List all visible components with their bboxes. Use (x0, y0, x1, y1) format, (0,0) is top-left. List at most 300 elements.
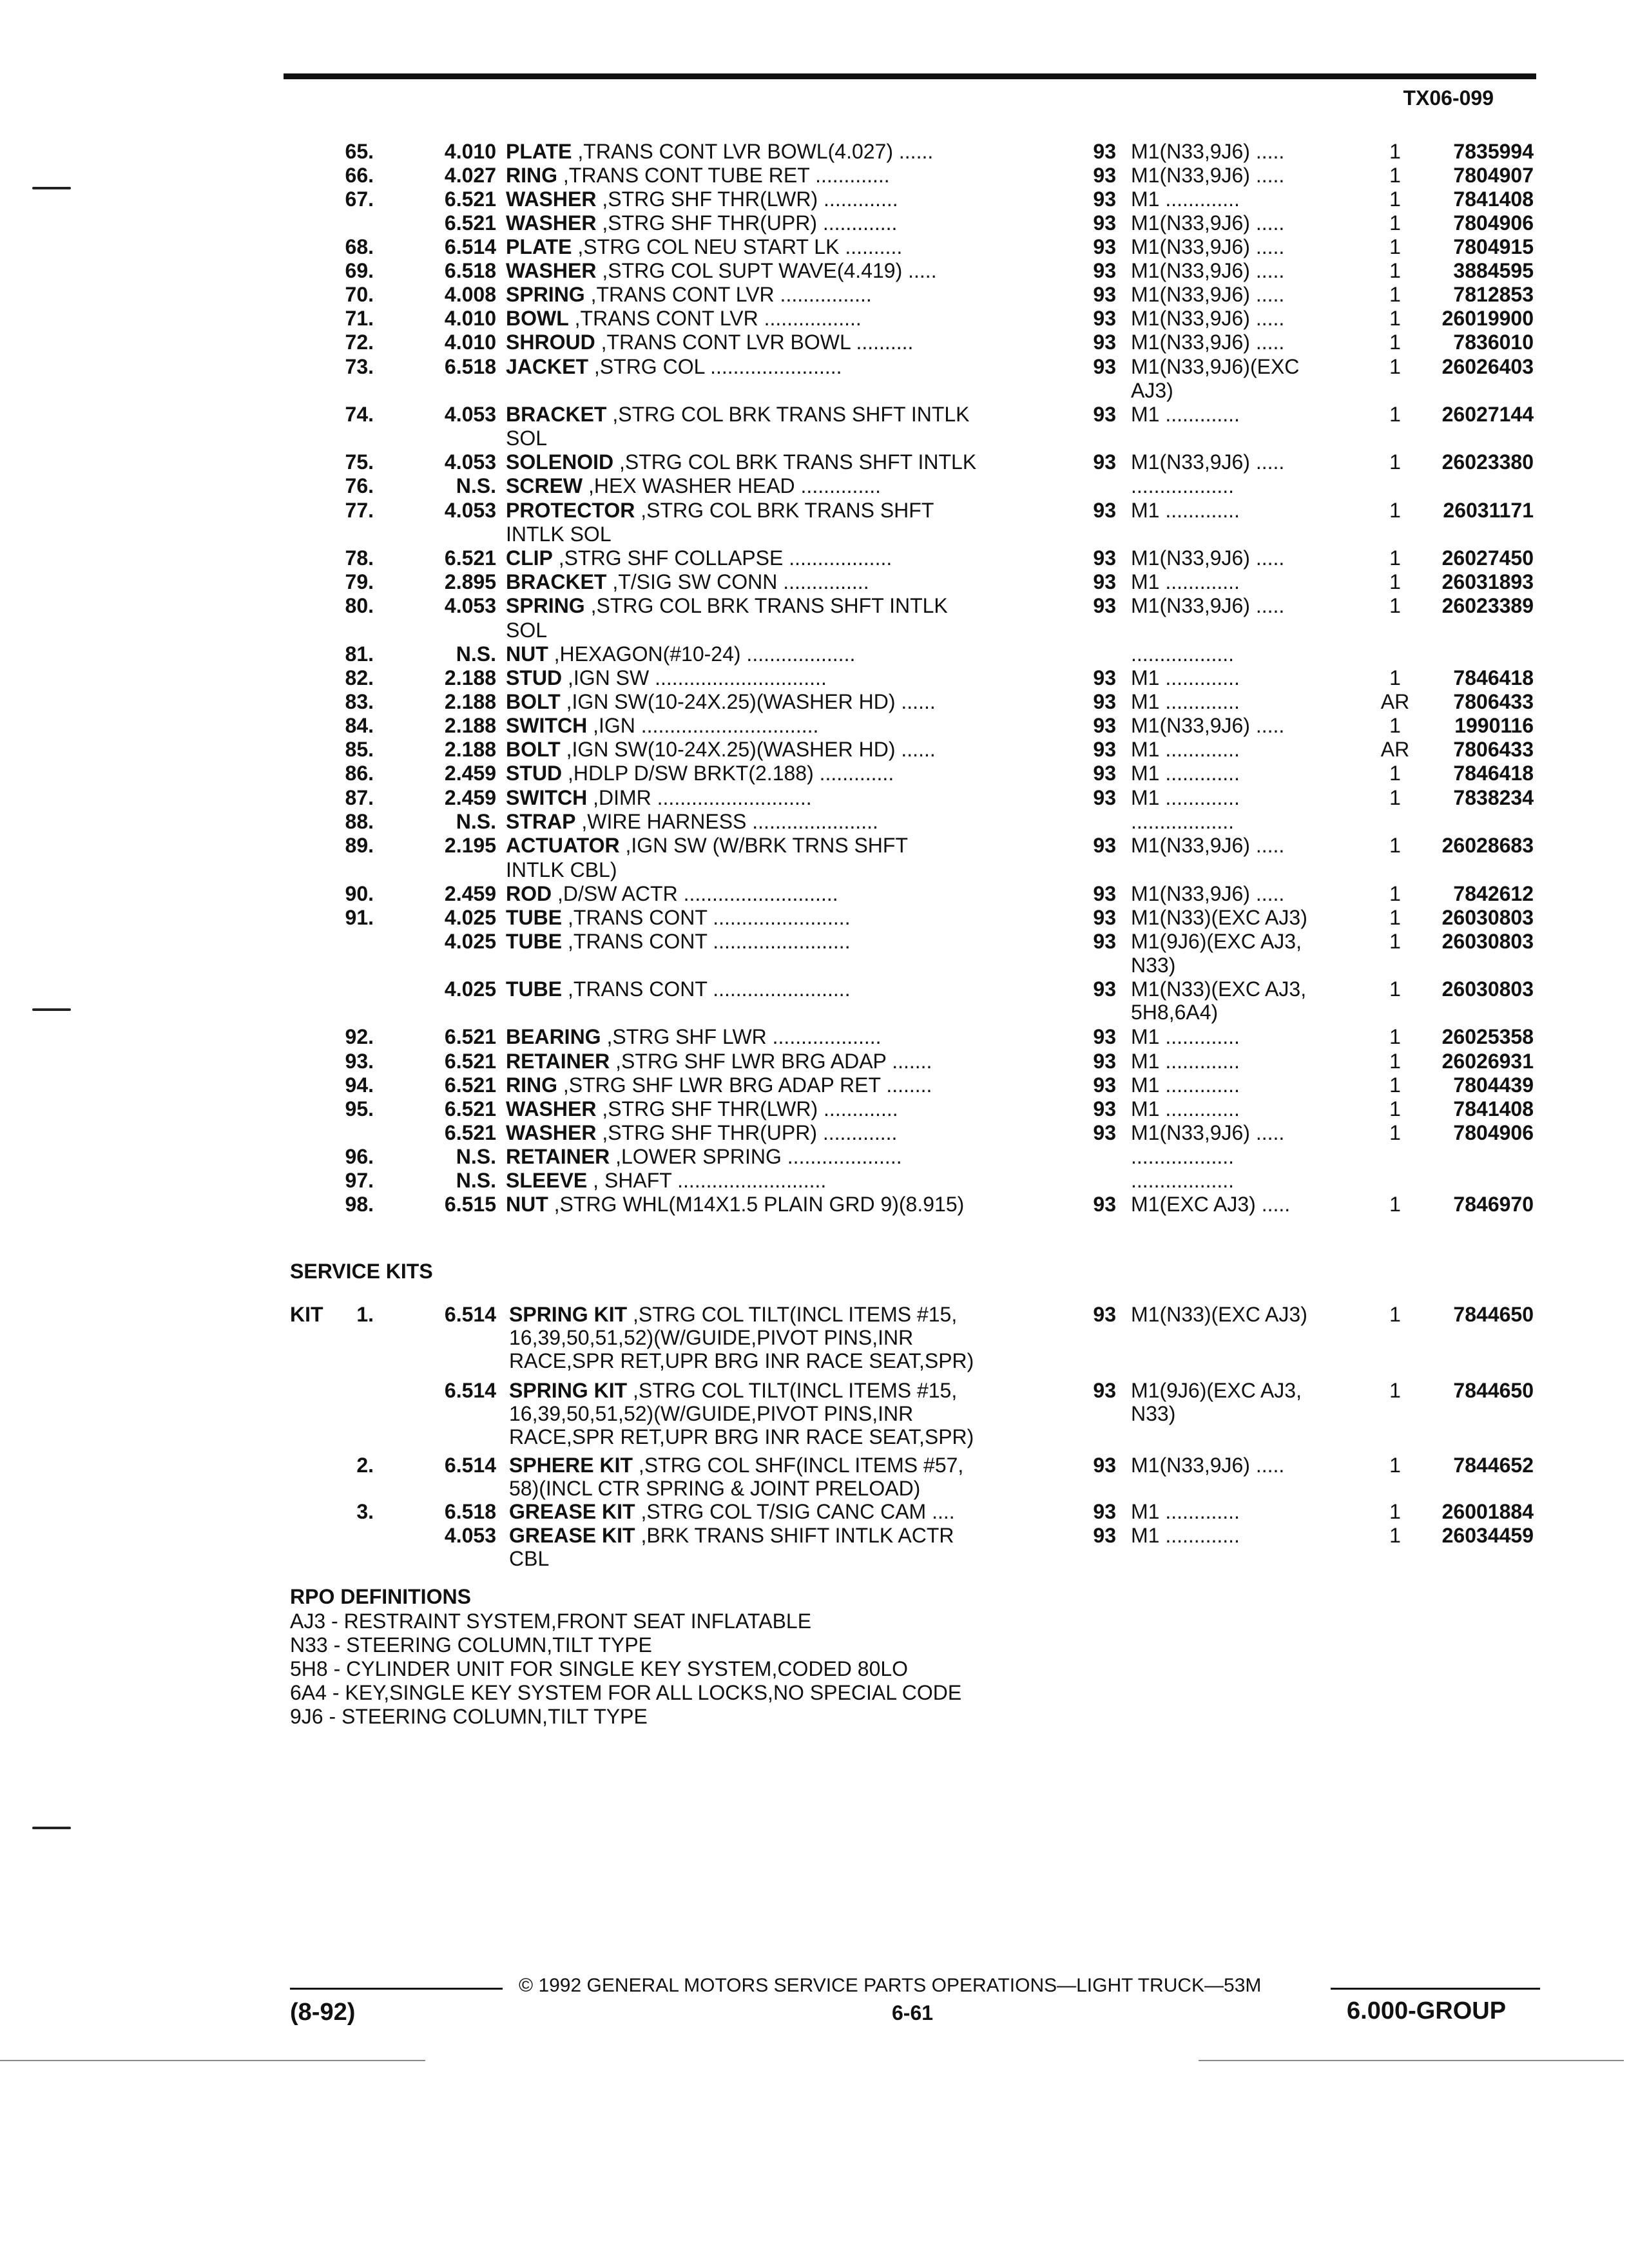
model-usage: M1(N33,9J6) ..... (1131, 283, 1285, 306)
model-usage: M1 ............. (1131, 1097, 1240, 1120)
part-description (506, 211, 1034, 235)
rpo-definition: 5H8 - CYLINDER UNIT FOR SINGLE KEY SYSTEM,CODED 80LO (290, 1657, 909, 1680)
part-number: 7804907 (1453, 164, 1534, 187)
quantity: 1 (1389, 1193, 1401, 1216)
part-name: RETAINER (506, 1050, 610, 1073)
item-number: 94. (345, 1073, 374, 1097)
part-name: STUD (506, 666, 563, 689)
part-description (506, 474, 1034, 497)
model-usage: M1(N33,9J6) ..... (1131, 140, 1285, 163)
model-year: 93 (1093, 307, 1116, 330)
quantity: 1 (1389, 499, 1401, 522)
part-description (506, 140, 1034, 163)
table-row (0, 187, 1629, 213)
part-detail: ,IGN ............................... (593, 714, 819, 737)
model-usage (1131, 1524, 1350, 1547)
model-year: 93 (1093, 1524, 1116, 1547)
part-name: STUD (506, 762, 563, 785)
group-number: 2.459 (444, 786, 496, 809)
table-row (0, 235, 1629, 261)
table-row (0, 1097, 1629, 1123)
part-name: ROD (506, 882, 552, 905)
model-usage: .................. (1131, 1145, 1235, 1168)
model-usage: M1 ............. (1131, 570, 1240, 593)
rpo-title: RPO DEFINITIONS (290, 1585, 471, 1608)
part-detail: ,STRG SHF THR(UPR) ............. (602, 1121, 898, 1144)
model-usage: M1(N33,9J6)(EXC (1131, 355, 1300, 378)
table-row (0, 140, 1629, 166)
model-usage: M1(N33)(EXC AJ3) (1131, 906, 1307, 929)
part-number: 26034459 (1441, 1524, 1534, 1547)
group-number: 2.459 (444, 882, 496, 905)
model-year: 93 (1093, 499, 1116, 522)
group-number: 4.010 (444, 331, 496, 354)
table-row (0, 977, 1629, 1003)
rpo-definition: AJ3 - RESTRAINT SYSTEM,FRONT SEAT INFLATABLE (290, 1610, 812, 1633)
part-name: BOWL (506, 307, 569, 330)
quantity: 1 (1389, 594, 1401, 617)
part-description (506, 977, 1034, 1001)
quantity: 1 (1389, 235, 1401, 258)
model-usage: M1(N33,9J6) ..... (1131, 882, 1285, 905)
group-number: 6.521 (444, 187, 496, 211)
part-number: 7846418 (1453, 762, 1534, 785)
part-detail: ,STRG SHF THR(LWR) ............. (602, 1097, 898, 1120)
quantity: 1 (1389, 1500, 1401, 1523)
part-detail: ,TRANS CONT LVR ................. (574, 307, 862, 330)
group-number: 4.025 (444, 906, 496, 929)
group-number: 6.521 (444, 1073, 496, 1097)
group-number: 2.459 (444, 762, 496, 785)
part-detail: ,STRG COL SUPT WAVE(4.419) ..... (602, 259, 937, 282)
footer-group: 6.000-GROUP (1347, 1997, 1507, 2024)
part-description (506, 1145, 1034, 1168)
group-number: 4.008 (444, 283, 496, 306)
table-row (0, 906, 1629, 932)
part-number: 26023389 (1441, 594, 1534, 617)
table-row (0, 1145, 1629, 1171)
item-number: 88. (345, 810, 374, 833)
item-number: 76. (345, 474, 374, 497)
kit-description (509, 1454, 1037, 1500)
kit-detail-line: RACE,SPR RET,UPR BRG INR RACE SEAT,SPR) (509, 1349, 974, 1372)
model-usage: M1(N33,9J6) ..... (1131, 235, 1285, 258)
quantity: 1 (1389, 1097, 1401, 1120)
table-row (0, 283, 1629, 309)
model-usage: M1(N33,9J6) ..... (1131, 834, 1285, 857)
group-number: 4.025 (444, 930, 496, 953)
model-usage-line: M1(N33)(EXC AJ3) (1131, 1303, 1307, 1326)
part-description (506, 259, 1034, 282)
part-number: 26019900 (1441, 307, 1534, 330)
model-year: 93 (1093, 977, 1116, 1001)
part-name: RETAINER (506, 1145, 610, 1168)
table-row (0, 355, 1629, 381)
part-description (506, 882, 1034, 905)
item-number: 72. (345, 331, 374, 354)
quantity: 1 (1389, 187, 1401, 211)
model-usage-line: M1 ............. (1131, 1500, 1240, 1523)
model-year: 93 (1093, 738, 1116, 761)
model-year: 93 (1093, 930, 1116, 953)
group-number: N.S. (456, 474, 496, 497)
group-number: 4.027 (444, 164, 496, 187)
table-row (0, 690, 1629, 716)
group-number: 2.188 (444, 738, 496, 761)
quantity: 1 (1389, 546, 1401, 570)
kit-name: SPRING KIT (509, 1379, 628, 1402)
part-number: 26030803 (1441, 977, 1534, 1001)
top-rule (284, 73, 1536, 79)
quantity: 1 (1389, 307, 1401, 330)
continuation-text: INTLK SOL (506, 523, 612, 546)
group-number: 6.514 (444, 1303, 496, 1326)
part-number: 26026403 (1441, 355, 1534, 378)
bottom-rule (0, 2060, 425, 2061)
table-row (0, 1193, 1629, 1218)
rpo-definition: 6A4 - KEY,SINGLE KEY SYSTEM FOR ALL LOCKS,NO SPECIAL CODE (290, 1681, 962, 1704)
group-number: 2.188 (444, 714, 496, 737)
model-usage: M1 ............. (1131, 666, 1240, 689)
table-row (0, 474, 1629, 500)
part-number: 7806433 (1453, 690, 1534, 713)
part-detail: ,TRANS CONT LVR BOWL .......... (601, 331, 914, 354)
footer-copyright: © 1992 GENERAL MOTORS SERVICE PARTS OPERATIONS—LIGHT TRUCK—53M (519, 1975, 1262, 1996)
part-detail: ,IGN SW(10-24X.25)(WASHER HD) ...... (566, 690, 936, 713)
part-number: 7804906 (1453, 1121, 1534, 1144)
quantity: 1 (1389, 570, 1401, 593)
item-number: 73. (345, 355, 374, 378)
part-number: 26001884 (1441, 1500, 1534, 1523)
part-name: PLATE (506, 140, 572, 163)
model-usage: M1(N33,9J6) ..... (1131, 307, 1285, 330)
part-number: 7844652 (1453, 1454, 1534, 1477)
model-year: 93 (1093, 283, 1116, 306)
model-year: 93 (1093, 403, 1116, 426)
table-row (0, 1050, 1629, 1075)
kit-detail: ,STRG COL TILT(INCL ITEMS #15, (633, 1379, 958, 1402)
part-description (506, 714, 1034, 737)
quantity: 1 (1389, 1073, 1401, 1097)
group-number: 2.188 (444, 690, 496, 713)
part-description (506, 762, 1034, 785)
model-year: 93 (1093, 259, 1116, 282)
part-detail: ,STRG COL ....................... (593, 355, 842, 378)
kit-name: SPHERE KIT (509, 1454, 633, 1477)
model-usage: .................. (1131, 810, 1235, 833)
part-name: SHROUD (506, 331, 595, 354)
model-year: 93 (1093, 1454, 1116, 1477)
model-usage: M1(N33,9J6) ..... (1131, 211, 1285, 235)
table-row (0, 666, 1629, 692)
part-detail: ,IGN SW (W/BRK TRNS SHFT (625, 834, 908, 857)
quantity: 1 (1389, 1121, 1401, 1144)
quantity: 1 (1389, 283, 1401, 306)
part-detail: ,TRANS CONT LVR BOWL(4.027) ...... (577, 140, 934, 163)
quantity: 1 (1389, 450, 1401, 474)
part-name: RING (506, 164, 557, 187)
quantity: 1 (1389, 403, 1401, 426)
model-usage: M1(EXC AJ3) ..... (1131, 1193, 1291, 1216)
part-description (506, 570, 1034, 593)
item-number: 74. (345, 403, 374, 426)
model-year: 93 (1093, 1073, 1116, 1097)
group-number: N.S. (456, 810, 496, 833)
part-number: 26026931 (1441, 1050, 1534, 1073)
part-name: BRACKET (506, 403, 607, 426)
table-row (0, 164, 1629, 189)
table-row (0, 738, 1629, 764)
table-row (0, 450, 1629, 476)
model-usage: M1(N33,9J6) ..... (1131, 164, 1285, 187)
item-number: 70. (345, 283, 374, 306)
group-number: 6.515 (444, 1193, 496, 1216)
model-usage: M1(N33,9J6) ..... (1131, 546, 1285, 570)
model-usage (1131, 1379, 1350, 1425)
part-description (506, 666, 1034, 689)
part-number: 7844650 (1453, 1303, 1534, 1326)
group-number: 6.514 (444, 1454, 496, 1477)
group-number: 6.521 (444, 1050, 496, 1073)
model-year: 93 (1093, 594, 1116, 617)
part-name: CLIP (506, 546, 553, 570)
part-detail: ,T/SIG SW CONN ............... (612, 570, 869, 593)
quantity: 1 (1389, 906, 1401, 929)
model-usage (1131, 1500, 1350, 1523)
quantity: 1 (1389, 834, 1401, 857)
item-number: 89. (345, 834, 374, 857)
part-detail: ,HDLP D/SW BRKT(2.188) ............. (568, 762, 894, 785)
model-usage: M1 ............. (1131, 403, 1240, 426)
part-detail: ,STRG COL BRK TRANS SHFT INTLK (590, 594, 948, 617)
part-number: 26027450 (1441, 546, 1534, 570)
table-row (0, 882, 1629, 908)
table-row (0, 499, 1629, 524)
part-name: PLATE (506, 235, 572, 258)
part-number: 26023380 (1441, 450, 1534, 474)
model-usage: .................. (1131, 1169, 1235, 1192)
item-number: 80. (345, 594, 374, 617)
quantity: 1 (1389, 1025, 1401, 1048)
kit-row (0, 1524, 1629, 1601)
part-detail: ,STRG COL BRK TRANS SHFT (641, 499, 934, 522)
table-row (0, 259, 1629, 285)
table-row (0, 211, 1629, 237)
model-usage-line: M1(9J6)(EXC AJ3, (1131, 1379, 1302, 1402)
part-number: 26025358 (1441, 1025, 1534, 1048)
part-description (506, 594, 1034, 617)
part-name: RING (506, 1073, 557, 1097)
quantity: 1 (1389, 930, 1401, 953)
part-number: 7841408 (1453, 1097, 1534, 1120)
quantity: 1 (1389, 762, 1401, 785)
group-number: 4.053 (444, 450, 496, 474)
part-description (506, 738, 1034, 761)
quantity: AR (1380, 738, 1410, 761)
model-usage-line: M1(N33,9J6) ..... (1131, 1454, 1285, 1477)
item-number: 82. (345, 666, 374, 689)
footer-rule (290, 1988, 503, 1990)
kit-name: GREASE KIT (509, 1500, 635, 1523)
model-year: 93 (1093, 450, 1116, 474)
kit-detail-line: 16,39,50,51,52)(W/GUIDE,PIVOT PINS,INR (509, 1326, 914, 1349)
rpo-definition: 9J6 - STEERING COLUMN,TILT TYPE (290, 1705, 648, 1728)
part-name: SCREW (506, 474, 583, 497)
part-description (506, 930, 1034, 953)
model-year: 93 (1093, 546, 1116, 570)
part-description (506, 1121, 1034, 1144)
part-name: SPRING (506, 594, 585, 617)
part-detail: ,TRANS CONT ........................ (568, 906, 851, 929)
model-usage (1131, 1454, 1350, 1477)
group-number: 4.010 (444, 140, 496, 163)
part-description (506, 450, 1034, 474)
model-year: 93 (1093, 1500, 1116, 1523)
quantity: 1 (1389, 786, 1401, 809)
item-number: 84. (345, 714, 374, 737)
kit-name: GREASE KIT (509, 1524, 635, 1547)
part-name: SWITCH (506, 714, 588, 737)
kit-name: SPRING KIT (509, 1303, 628, 1326)
item-number: 67. (345, 187, 374, 211)
model-usage: M1 ............. (1131, 690, 1240, 713)
item-number: 79. (345, 570, 374, 593)
part-number: 1990116 (1454, 714, 1534, 737)
item-number: 71. (345, 307, 374, 330)
group-number: 6.521 (444, 1121, 496, 1144)
group-number: 4.053 (444, 403, 496, 426)
table-row (0, 594, 1629, 620)
part-description (506, 331, 1034, 354)
margin-mark (32, 1827, 71, 1829)
quantity: 1 (1389, 355, 1401, 378)
kit-detail-line: 16,39,50,51,52)(W/GUIDE,PIVOT PINS,INR (509, 1402, 914, 1425)
model-usage: M1 ............. (1131, 499, 1240, 522)
model-year: 93 (1093, 570, 1116, 593)
part-description (506, 1050, 1034, 1073)
model-usage: M1 ............. (1131, 762, 1240, 785)
part-name: BEARING (506, 1025, 601, 1048)
continuation-text: INTLK CBL) (506, 858, 617, 881)
table-row (0, 810, 1629, 836)
model-usage (1131, 1303, 1350, 1326)
table-row (0, 714, 1629, 740)
model-year: 93 (1093, 187, 1116, 211)
model-year: 93 (1093, 1025, 1116, 1048)
part-detail: ,DIMR ........................... (593, 786, 812, 809)
group-number: 6.518 (444, 1500, 496, 1523)
model-year: 93 (1093, 1379, 1116, 1402)
item-number: 83. (345, 690, 374, 713)
item-number: 77. (345, 499, 374, 522)
part-description (506, 283, 1034, 306)
part-name: TUBE (506, 930, 563, 953)
item-number: 95. (345, 1097, 374, 1120)
part-name: WASHER (506, 187, 597, 211)
item-number: 97. (345, 1169, 374, 1192)
quantity: 1 (1389, 977, 1401, 1001)
model-usage: .................. (1131, 474, 1235, 497)
table-row (0, 834, 1629, 860)
quantity: 1 (1389, 1454, 1401, 1477)
quantity: 1 (1389, 140, 1401, 163)
kit-detail-line: RACE,SPR RET,UPR BRG INR RACE SEAT,SPR) (509, 1425, 974, 1448)
model-year: 93 (1093, 882, 1116, 905)
table-row (0, 1025, 1629, 1051)
group-number: 4.053 (444, 594, 496, 617)
part-number: 7844650 (1453, 1379, 1534, 1402)
model-year: 93 (1093, 140, 1116, 163)
model-year: 93 (1093, 666, 1116, 689)
model-year: 93 (1093, 762, 1116, 785)
quantity: 1 (1389, 1379, 1401, 1402)
part-description (506, 1193, 1034, 1216)
part-name: TUBE (506, 906, 563, 929)
group-number: 6.514 (444, 1379, 496, 1402)
kit-label: KIT (290, 1303, 323, 1326)
quantity: 1 (1389, 331, 1401, 354)
model-year: 93 (1093, 211, 1116, 235)
kit-item-number: 2. (356, 1454, 374, 1477)
continuation-text: SOL (506, 619, 548, 642)
part-detail: ,STRG SHF LWR BRG ADAP RET ........ (563, 1073, 932, 1097)
part-name: WASHER (506, 1121, 597, 1144)
part-number: 7846970 (1453, 1193, 1534, 1216)
part-name: SPRING (506, 283, 585, 306)
model-year: 93 (1093, 834, 1116, 857)
part-detail: ,STRG COL BRK TRANS SHFT INTLK (612, 403, 970, 426)
model-usage: M1 ............. (1131, 187, 1240, 211)
table-row (0, 403, 1629, 428)
part-name: BOLT (506, 738, 561, 761)
model-usage: M1(N33)(EXC AJ3, (1131, 977, 1307, 1001)
quantity: 1 (1389, 1050, 1401, 1073)
rpo-definition: N33 - STEERING COLUMN,TILT TYPE (290, 1633, 652, 1657)
item-number: 66. (345, 164, 374, 187)
model-usage: .................. (1131, 642, 1235, 666)
document-code: TX06-099 (1403, 86, 1494, 110)
part-number: 26027144 (1441, 403, 1534, 426)
quantity: 1 (1389, 714, 1401, 737)
group-number: N.S. (456, 1145, 496, 1168)
table-row (0, 331, 1629, 356)
part-detail: ,WIRE HARNESS ...................... (581, 810, 878, 833)
model-year: 93 (1093, 1050, 1116, 1073)
part-name: BOLT (506, 690, 561, 713)
quantity: 1 (1389, 211, 1401, 235)
part-number: 7804439 (1453, 1073, 1534, 1097)
part-detail: ,TRANS CONT ........................ (568, 977, 851, 1001)
part-number: 7804906 (1453, 211, 1534, 235)
model-usage: M1(9J6)(EXC AJ3, (1131, 930, 1302, 953)
part-description (506, 1097, 1034, 1120)
group-number: 6.514 (444, 235, 496, 258)
part-detail: ,STRG SHF THR(UPR) ............. (602, 211, 898, 235)
part-number: 26030803 (1441, 906, 1534, 929)
quantity: 1 (1389, 1303, 1401, 1326)
model-usage: M1 ............. (1131, 738, 1240, 761)
part-name: SWITCH (506, 786, 588, 809)
part-description (506, 307, 1034, 330)
margin-mark (32, 1008, 71, 1011)
item-number: 86. (345, 762, 374, 785)
group-number: 6.521 (444, 546, 496, 570)
kit-description (509, 1524, 1037, 1570)
quantity: 1 (1389, 259, 1401, 282)
item-number: 78. (345, 546, 374, 570)
part-name: SLEEVE (506, 1169, 588, 1192)
quantity: 1 (1389, 882, 1401, 905)
